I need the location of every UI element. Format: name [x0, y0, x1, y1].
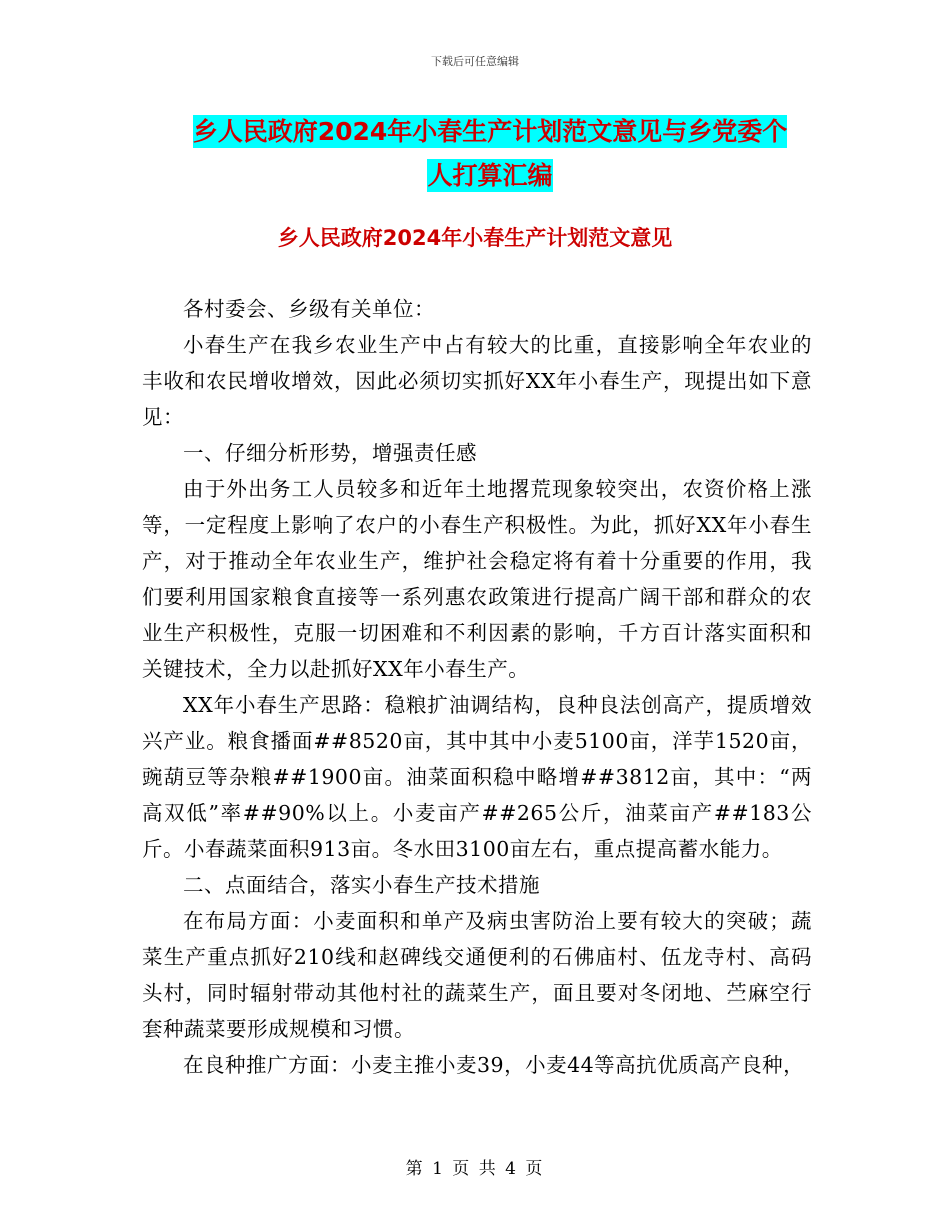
- paragraph: 在布局方面：小麦面积和单产及病虫害防治上要有较大的突破；蔬菜生产重点抓好210线和赵碑线交通便利的石佛庙村、伍龙寺村、高码头村，同时辐射带动其他村社的蔬菜生产，面且要对冬闭地、苎麻空行套种蔬菜要形成规模和习惯。: [142, 909, 812, 1041]
- body-text: [142, 291, 812, 1083]
- paragraph: XX年小春生产思路：稳粮扩油调结构，良种良法创高产，提质增效兴产业。粮食播面##8520亩，其中其中小麦5100亩，洋芋1520亩，豌葫豆等杂粮##1900亩。油菜面积稳中略增##3812亩，其中：“两高双低”率##90%以上。小麦亩产##265公斤，油菜亩产##183公斤。小春蔬菜面积913亩。冬水田3100亩左右，重点提高蓄水能力。: [142, 693, 812, 861]
- section-title: 乡人民政府2024年小春生产计划范文意见: [277, 226, 673, 250]
- main-title: [160, 110, 820, 198]
- paragraph-salutation: 各村委会、乡级有关单位：: [183, 297, 435, 321]
- page-footer: 第 1 页 共 4 页: [405, 1159, 545, 1179]
- header-note: 下载后可任意编辑: [431, 55, 519, 68]
- section-heading: 一、仔细分析形势，增强责任感: [183, 441, 477, 465]
- main-title-line-2: 人打算汇编: [427, 161, 553, 190]
- main-title-line-1: 乡人民政府2024年小春生产计划范文意见与乡党委个: [192, 117, 788, 146]
- paragraph: 小春生产在我乡农业生产中占有较大的比重，直接影响全年农业的丰收和农民增收增效，因此必须切实抓好XX年小春生产，现提出如下意见：: [142, 333, 812, 429]
- section-heading: 二、点面结合，落实小春生产技术措施: [183, 873, 540, 897]
- paragraph: 由于外出务工人员较多和近年土地撂荒现象较突出，农资价格上涨等，一定程度上影响了农户的小春生产积极性。为此，抓好XX年小春生产，对于推动全年农业生产，维护社会稳定将有着十分重要的作用，我们要利用国家粮食直接等一系列惠农政策进行提高广阔干部和群众的农业生产积极性，克服一切困难和不利因素的影响，千方百计落实面积和关键技术，全力以赴抓好XX年小春生产。: [142, 477, 812, 681]
- paragraph: 在良种推广方面：小麦主推小麦39，小麦44等高抗优质高产良种，: [183, 1053, 805, 1077]
